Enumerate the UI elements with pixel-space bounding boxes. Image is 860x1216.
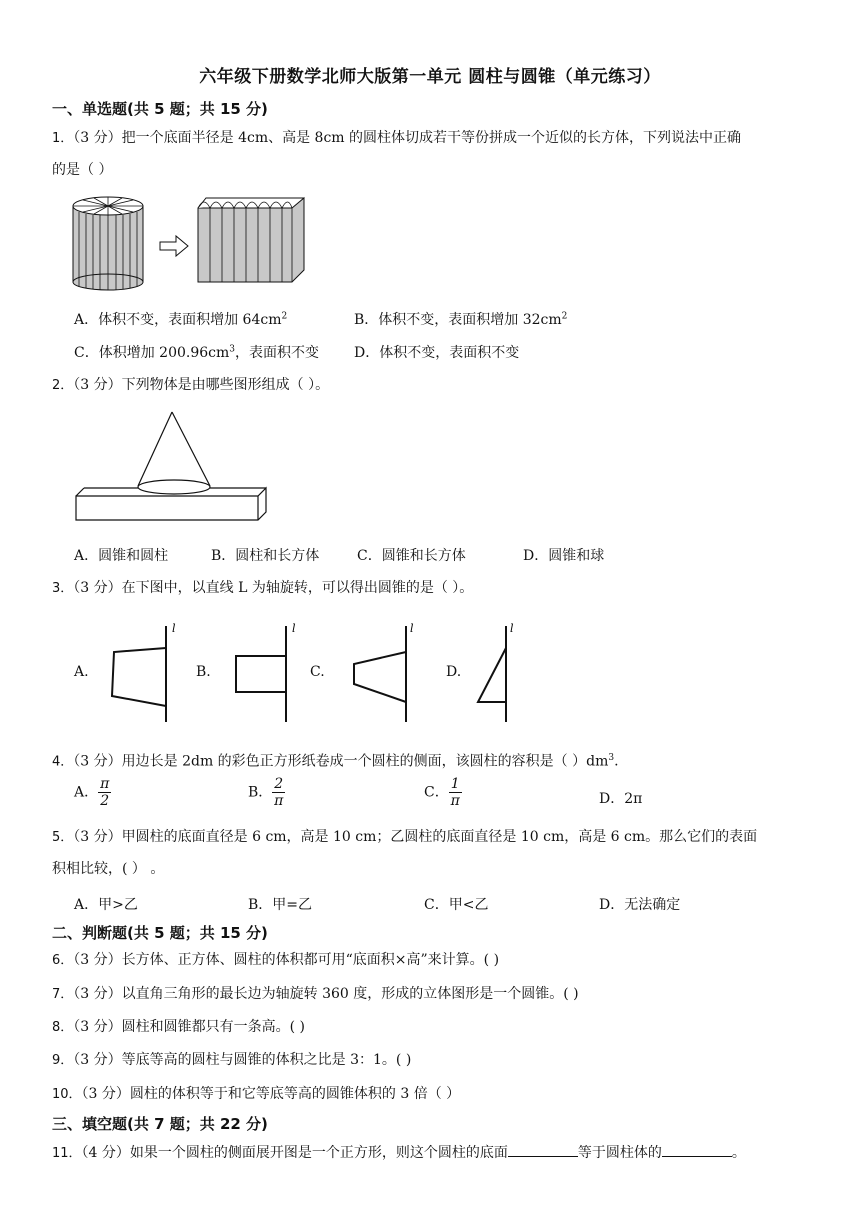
answer-blank[interactable] [662,1142,732,1157]
question-number: 3． [52,581,74,596]
cylinder-to-cuboid-figure [68,190,308,290]
fig-label-a[interactable]: A. [74,664,89,680]
rotation-figure-a [108,618,178,726]
option-1d[interactable]: D．体积不变，表面积不变 [354,345,520,361]
fig-label-b[interactable]: B. [196,664,211,680]
question-8: 8．（3 分）圆柱和圆锥都只有一条高。( ) [52,1019,306,1035]
fraction: $\frac{\pi}{2}$ [100,776,110,809]
question-9: 9．（3 分）等底等高的圆柱与圆锥的体积之比是 3：1。( ) [52,1052,412,1068]
option-4c[interactable]: C． $\frac{1}{\pi}$ [424,776,460,809]
question-11: 11．（4 分）如果一个圆柱的侧面展开图是一个正方形，则这个圆柱的底面 等于圆柱体的 。 [52,1142,842,1164]
rotation-figure-c [346,618,416,726]
option-5d[interactable]: D．无法确定 [599,897,681,913]
fraction: $\frac{1}{\pi}$ [450,776,460,809]
option-1c[interactable]: C．体积增加 $200.96cm^3$，表面积不变 [74,344,319,361]
option-2b[interactable]: B．圆柱和长方体 [211,548,320,564]
question-number: 2． [52,378,74,393]
option-2a[interactable]: A．圆锥和圆柱 [74,548,169,564]
question-2 [52,375,812,396]
section-heading-true-false: 二、判断题(共 5 题；共 15 分) [52,924,268,942]
rotation-figure-d [470,618,530,726]
question-10: 10．（3 分）圆柱的体积等于和它等底等高的圆锥体积的 3 倍（ ） [52,1086,461,1102]
rotation-figure-b [230,618,300,726]
fraction: $\frac{2}{\pi}$ [274,776,284,809]
option-4b[interactable]: B． $\frac{2}{\pi}$ [248,776,284,809]
question-text: （3 分）把一个底面半径是 4cm、高是 8cm 的圆柱体切成若干等份拼成一个近似的长方体，下列说法中正确 [73,130,742,146]
cone-on-cuboid-figure [72,408,272,523]
fig-label-d[interactable]: D. [446,664,462,680]
question-1 [52,128,812,149]
question-number: 4． [52,754,74,770]
section-heading-single-choice: 一、单选题(共 5 题；共 15 分) [52,100,268,118]
option-5b[interactable]: B．甲=乙 [248,897,313,913]
question-text: （3 分）甲圆柱的底面直径是 6 cm，高是 10 cm；乙圆柱的底面直径是 10 cm，高是 6 cm。那么它们的表面 [73,829,758,845]
option-4d[interactable]: D．2π [599,791,643,807]
question-text: （3 分）用边长是 2dm 的彩色正方形纸卷成一个圆柱的侧面，该圆柱的容积是（ ）dm [73,753,609,770]
question-5-line2: 积相比较，( ） 。 [52,861,165,877]
question-number: 1． [52,131,74,146]
question-5 [52,827,812,848]
option-5c[interactable]: C．甲<乙 [424,897,489,913]
question-7: 7．（3 分）以直角三角形的最长边为轴旋转 360 度，形成的立体图形是一个圆锥。( ) [52,986,579,1002]
svg-text:l: l [410,622,414,635]
page-title: 六年级下册数学北师大版第一单元 圆柱与圆锥（单元练习） [199,67,661,87]
option-2d[interactable]: D．圆锥和球 [523,548,605,564]
question-4: 4．（3 分）用边长是 2dm 的彩色正方形纸卷成一个圆柱的侧面，该圆柱的容积是（ ）$dm^3$. [52,753,619,770]
svg-text:l: l [292,622,296,635]
option-5a[interactable]: A．甲>乙 [74,897,138,913]
option-4a[interactable]: A． $\frac{\pi}{2}$ [74,776,110,809]
section-heading-fill-blank: 三、填空题(共 7 题；共 22 分) [52,1115,268,1133]
question-6: 6．（3 分）长方体、正方体、圆柱的体积都可用“底面积×高”来计算。( ) [52,952,500,968]
question-3 [52,578,812,599]
svg-text:l: l [510,622,514,635]
option-2c[interactable]: C．圆锥和长方体 [357,548,466,564]
question-text: （3 分）在下图中，以直线 L 为轴旋转，可以得出圆锥的是（ ）。 [73,580,474,596]
option-1b[interactable]: B．体积不变，表面积增加 $32cm^2$ [354,311,568,328]
question-text: （3 分）下列物体是由哪些图形组成（ ）。 [73,377,330,393]
fig-label-c[interactable]: C. [310,664,325,680]
answer-blank[interactable] [508,1142,578,1157]
question-1-line2: 的是（ ） [52,162,113,178]
question-number: 5． [52,830,74,845]
axis-label-l: l [172,622,176,635]
option-1a[interactable]: A．体积不变，表面积增加 $64cm^2$ [74,311,288,328]
